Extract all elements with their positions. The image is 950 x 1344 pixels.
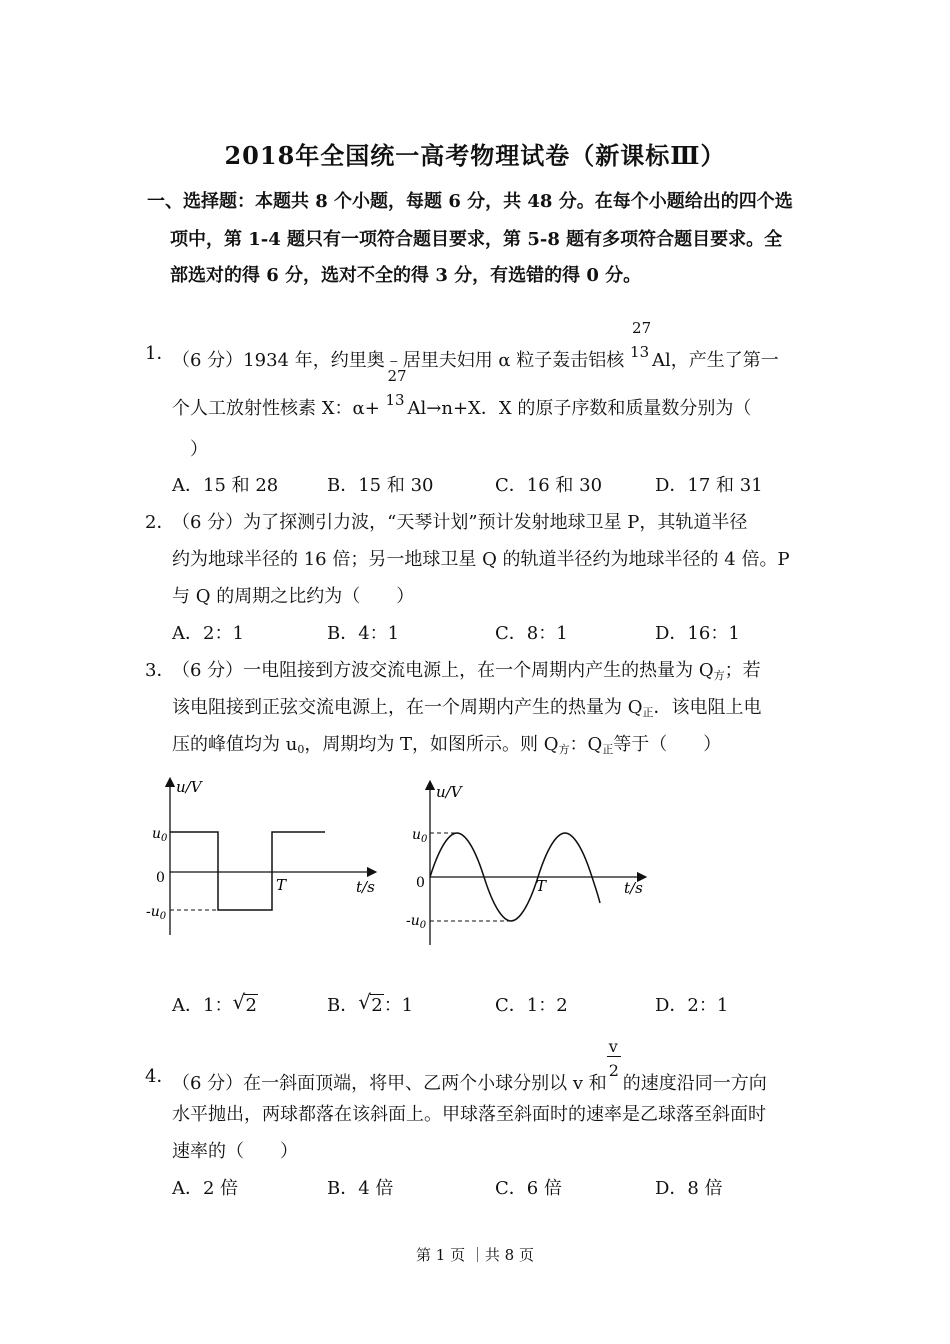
- subscript-square: 方: [713, 669, 725, 682]
- subscript-sine-2: 正: [602, 743, 614, 756]
- question-1-line-1: [172, 319, 779, 373]
- u0-label-2: $u_0$: [412, 827, 428, 845]
- question-4-line-2: 水平抛出，两球都落在该斜面上。甲球落至斜面时的速率是乙球落至斜面时: [172, 1104, 766, 1125]
- subscript-sine: 正: [642, 706, 654, 719]
- mass-number-2: 27: [387, 367, 407, 385]
- question-3-option-a[interactable]: [172, 990, 258, 1018]
- aluminum-nuclide-notation: [630, 319, 652, 366]
- question-1-number: 1．: [145, 343, 175, 364]
- question-3-text-f: ，周期均为 T，如图所示。则 Q: [304, 734, 559, 755]
- question-3-text-d: ．该电阻上电: [653, 697, 762, 718]
- question-2-option-a[interactable]: A．2：1: [172, 623, 244, 644]
- question-4-option-b[interactable]: B．4 倍: [327, 1178, 394, 1199]
- x-axis-label-2: t/s: [624, 879, 643, 897]
- question-1-text-b: Al，产生了第一: [652, 350, 779, 371]
- option-b-suffix: ：1: [383, 995, 414, 1016]
- question-1-line-2: [172, 367, 752, 421]
- question-1-text-c: 个人工放射性核素 X：α+: [172, 398, 380, 419]
- question-3-number: 3．: [145, 660, 175, 681]
- fraction-v-over-2: $\frac{v}{2}$: [608, 1037, 619, 1080]
- question-3-option-d[interactable]: D．2：1: [655, 995, 729, 1016]
- question-2-option-c[interactable]: C．8：1: [495, 623, 568, 644]
- question-3-text-a: （6 分）一电阻接到方波交流电源上，在一个周期内产生的热量为 Q: [172, 660, 714, 681]
- neg-u0-label: $-u_0$: [146, 904, 167, 922]
- question-1-option-c[interactable]: C．16 和 30: [495, 475, 603, 496]
- question-2-option-d[interactable]: D．16：1: [655, 623, 740, 644]
- question-1-line-3: ）: [190, 439, 208, 460]
- origin-label-2: 0: [416, 875, 425, 891]
- question-2-line-2: 约为地球半径的 16 倍；另一地球卫星 Q 的轨道半径约为地球半径的 4 倍。P: [172, 549, 790, 570]
- question-4-line-3: 速率的（ ）: [172, 1141, 298, 1162]
- u0-label: $u_0$: [152, 826, 168, 844]
- question-3-text-c: 该电阻接到正弦交流电源上，在一个周期内产生的热量为 Q: [172, 697, 643, 718]
- x-axis-label: t/s: [356, 878, 375, 896]
- question-1-text-d: Al→n+X．X 的原子序数和质量数分别为（: [407, 398, 752, 419]
- origin-label: 0: [156, 870, 165, 886]
- question-2-number: 2．: [145, 512, 175, 533]
- question-3-text-g: ：Q: [569, 734, 603, 755]
- mass-number: 27: [632, 319, 652, 337]
- section-header-line-3: 部选对的得 6 分，选对不全的得 3 分，有选错的得 0 分。: [170, 265, 642, 286]
- subscript-square-2: 方: [558, 743, 570, 756]
- page-title: 2018年全国统一高考物理试卷（新课标Ⅲ）: [224, 141, 726, 170]
- question-3-line-3: [172, 733, 721, 762]
- section-header-line-2: 项中，第 1-4 题只有一项符合题目要求，第 5-8 题有多项符合题目要求。全: [170, 229, 783, 250]
- question-4-line-1: [172, 1037, 767, 1096]
- question-3-text-h: 等于（ ）: [613, 734, 722, 755]
- question-1-text-a: （6 分）1934 年，约里奥﹣居里夫妇用 α 粒子轰击铝核: [172, 350, 625, 371]
- sqrt-symbol-2: √ 2: [358, 990, 383, 1016]
- question-4-number: 4．: [145, 1066, 175, 1087]
- aluminum-nuclide-notation-2: [385, 367, 408, 414]
- atomic-number-2: 13: [385, 391, 405, 409]
- square-wave-graph: [140, 770, 380, 950]
- question-3-option-c[interactable]: C．1：2: [495, 995, 568, 1016]
- atomic-number: 13: [630, 343, 650, 361]
- question-1-option-a[interactable]: A．15 和 28: [172, 475, 279, 496]
- question-4-option-d[interactable]: D．8 倍: [655, 1178, 723, 1199]
- section-header-line-1: 一、选择题：本题共 8 个小题，每题 6 分，共 48 分。在每个小题给出的四个选: [147, 191, 793, 212]
- page-footer: 第 1 页 ｜共 8 页: [416, 1246, 534, 1264]
- period-label-2: T: [536, 877, 547, 895]
- square-waveform: [170, 832, 325, 910]
- option-a-label: A．1：: [172, 995, 233, 1016]
- sqrt-symbol: √ 2: [232, 990, 257, 1016]
- subscript-zero: 0: [297, 743, 305, 756]
- question-1-option-b[interactable]: B．15 和 30: [327, 475, 434, 496]
- y-axis-label: u/V: [176, 778, 202, 796]
- sine-wave-graph: [402, 775, 652, 955]
- question-4-option-c[interactable]: C．6 倍: [495, 1178, 562, 1199]
- question-2-line-3: 与 Q 的周期之比约为（ ）: [172, 586, 415, 607]
- question-3-text-e: 压的峰值均为 u: [172, 734, 298, 755]
- option-b-label: B．: [327, 995, 359, 1016]
- question-4-text-b: 的速度沿同一方向: [622, 1073, 767, 1094]
- question-3-line-1: [172, 659, 761, 688]
- question-2-option-b[interactable]: B．4：1: [327, 623, 400, 644]
- question-3-option-b[interactable]: [327, 990, 414, 1018]
- question-3-line-2: [172, 696, 761, 725]
- question-3-text-b: ；若: [724, 660, 761, 681]
- question-2-line-1: （6 分）为了探测引力波，“天琴计划”预计发射地球卫星 P，其轨道半径: [172, 512, 748, 533]
- period-label: T: [276, 876, 287, 894]
- neg-u0-label-2: $-u_0$: [406, 913, 427, 931]
- question-1-option-d[interactable]: D．17 和 31: [655, 475, 763, 496]
- y-axis-label-2: u/V: [436, 783, 462, 801]
- question-4-option-a[interactable]: A．2 倍: [172, 1178, 239, 1199]
- question-4-text-a: （6 分）在一斜面顶端，将甲、乙两个小球分别以 v 和: [172, 1073, 607, 1094]
